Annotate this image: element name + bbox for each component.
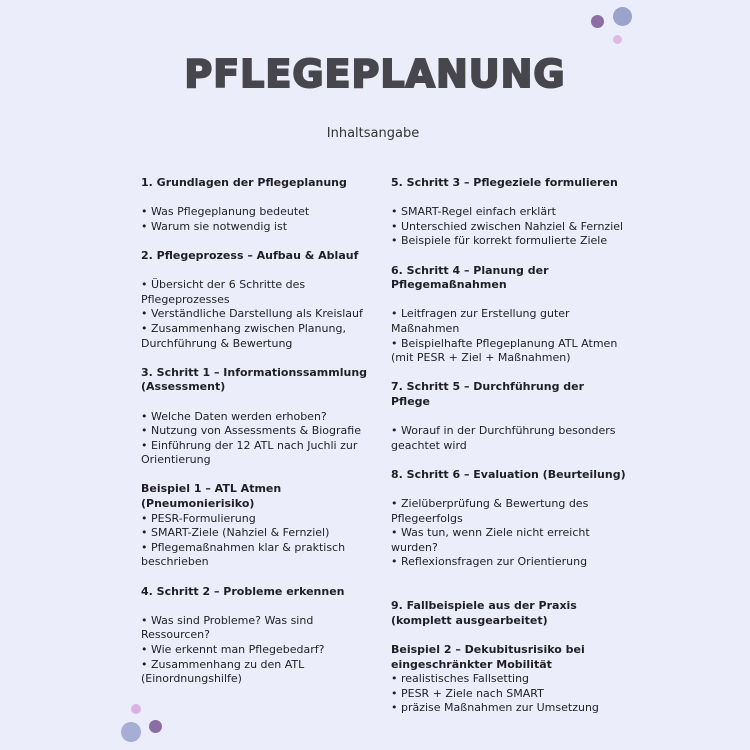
example-heading: Beispiel 2 – Dekubitusrisiko bei eingeschränkter Mobilität [391,643,585,671]
section-heading: 7. Schritt 5 – Durchführung der Pflege [391,380,585,408]
list-item: • PESR-Formulierung [141,511,256,525]
toc-section-2 [141,249,373,351]
list-item: • Was sind Probleme? Was sind Ressourcen? [141,613,314,642]
section-heading: 5. Schritt 3 – Pflegeziele formulieren [391,176,618,189]
page-title: PFLEGEPLANUNG [184,52,566,96]
list-item: • Verständliche Darstellung als Kreislauf [141,307,363,321]
toc-section-9 [391,599,626,628]
decor-dot [613,7,632,26]
section-heading: 3. Schritt 1 – Informationssammlung (Assessment) [141,365,368,394]
list-item: • Beispielhafte Pflegeplanung ATL Atmen (mit PESR + Ziel + Maßnahmen) [391,336,618,365]
toc-section-7 [391,380,626,453]
section-heading: 2. Pflegeprozess – Aufbau & Ablauf [141,248,359,262]
list-item: • Was tun, wenn Ziele nicht erreicht wurden? [391,526,590,554]
list-item: • Welche Daten werden erhoben? [141,409,327,423]
list-item: • Nutzung von Assessments & Biografie [141,424,361,438]
toc-section-1 [141,176,373,234]
list-item: • präzise Maßnahmen zur Umsetzung [391,701,599,715]
list-item: • Wie erkennt man Pflegebedarf? [141,643,325,656]
list-item: • Zielüberprüfung & Bewertung des Pflegeerfolgs [391,497,589,525]
toc-section-3 [141,366,373,468]
example-heading: Beispiel 1 – ATL Atmen (Pneumonierisiko) [141,482,282,511]
list-item: • SMART-Regel einfach erklärt [391,205,556,219]
toc-section-5 [391,176,626,249]
list-item: • SMART-Ziele (Nahziel & Fernziel) [141,526,330,540]
list-item: • Unterschied zwischen Nahziel & Fernziel [391,219,624,233]
decor-dot [149,720,162,733]
toc-section-4 [141,585,373,687]
list-item: • realistisches Fallsetting [391,672,530,686]
list-item: • Leitfragen zur Erstellung guter Maßnahmen [391,307,570,335]
page-subtitle: Inhaltsangabe [326,126,420,141]
list-item: • Pflegemaßnahmen klar & praktisch beschrieben [141,540,346,569]
list-item: • Worauf in der Durchführung besonders geachtet wird [391,424,616,452]
list-item: • Reflexionsfragen zur Orientierung [391,555,588,569]
section-heading: 1. Grundlagen der Pflegeplanung [141,176,347,189]
decor-dot [591,15,604,28]
toc-example-2 [391,643,626,716]
list-item: • Beispiele für korrekt formulierte Ziele [391,234,608,248]
section-heading: 4. Schritt 2 – Probleme erkennen [141,584,345,598]
section-heading: 8. Schritt 6 – Evaluation (Beurteilung) [391,467,626,481]
decor-dot [121,722,141,742]
list-item: • Warum sie notwendig ist [141,219,288,233]
toc-section-6 [391,264,626,366]
decor-dot [613,35,622,44]
list-item: • PESR + Ziele nach SMART [391,686,544,700]
list-item: • Einführung der 12 ATL nach Juchli zur Orientierung [141,438,358,467]
section-heading: 6. Schritt 4 – Planung der Pflegemaßnahmen [391,263,549,292]
list-item: • Was Pflegeplanung bedeutet [141,205,310,219]
list-item: • Zusammenhang zu den ATL (Einordnungshilfe) [141,657,305,686]
toc-right-column [391,176,626,716]
toc-example-1 [141,482,373,570]
list-item: • Zusammenhang zwischen Planung, Durchführung & Bewertung [141,321,346,350]
toc-section-8 [391,468,626,570]
decor-dot [131,704,141,714]
section-heading: 9. Fallbeispiele aus der Praxis (komplett ausgearbeitet) [391,599,577,627]
toc-left-column [141,176,373,687]
list-item: • Übersicht der 6 Schritte des Pflegeprozesses [141,278,306,306]
